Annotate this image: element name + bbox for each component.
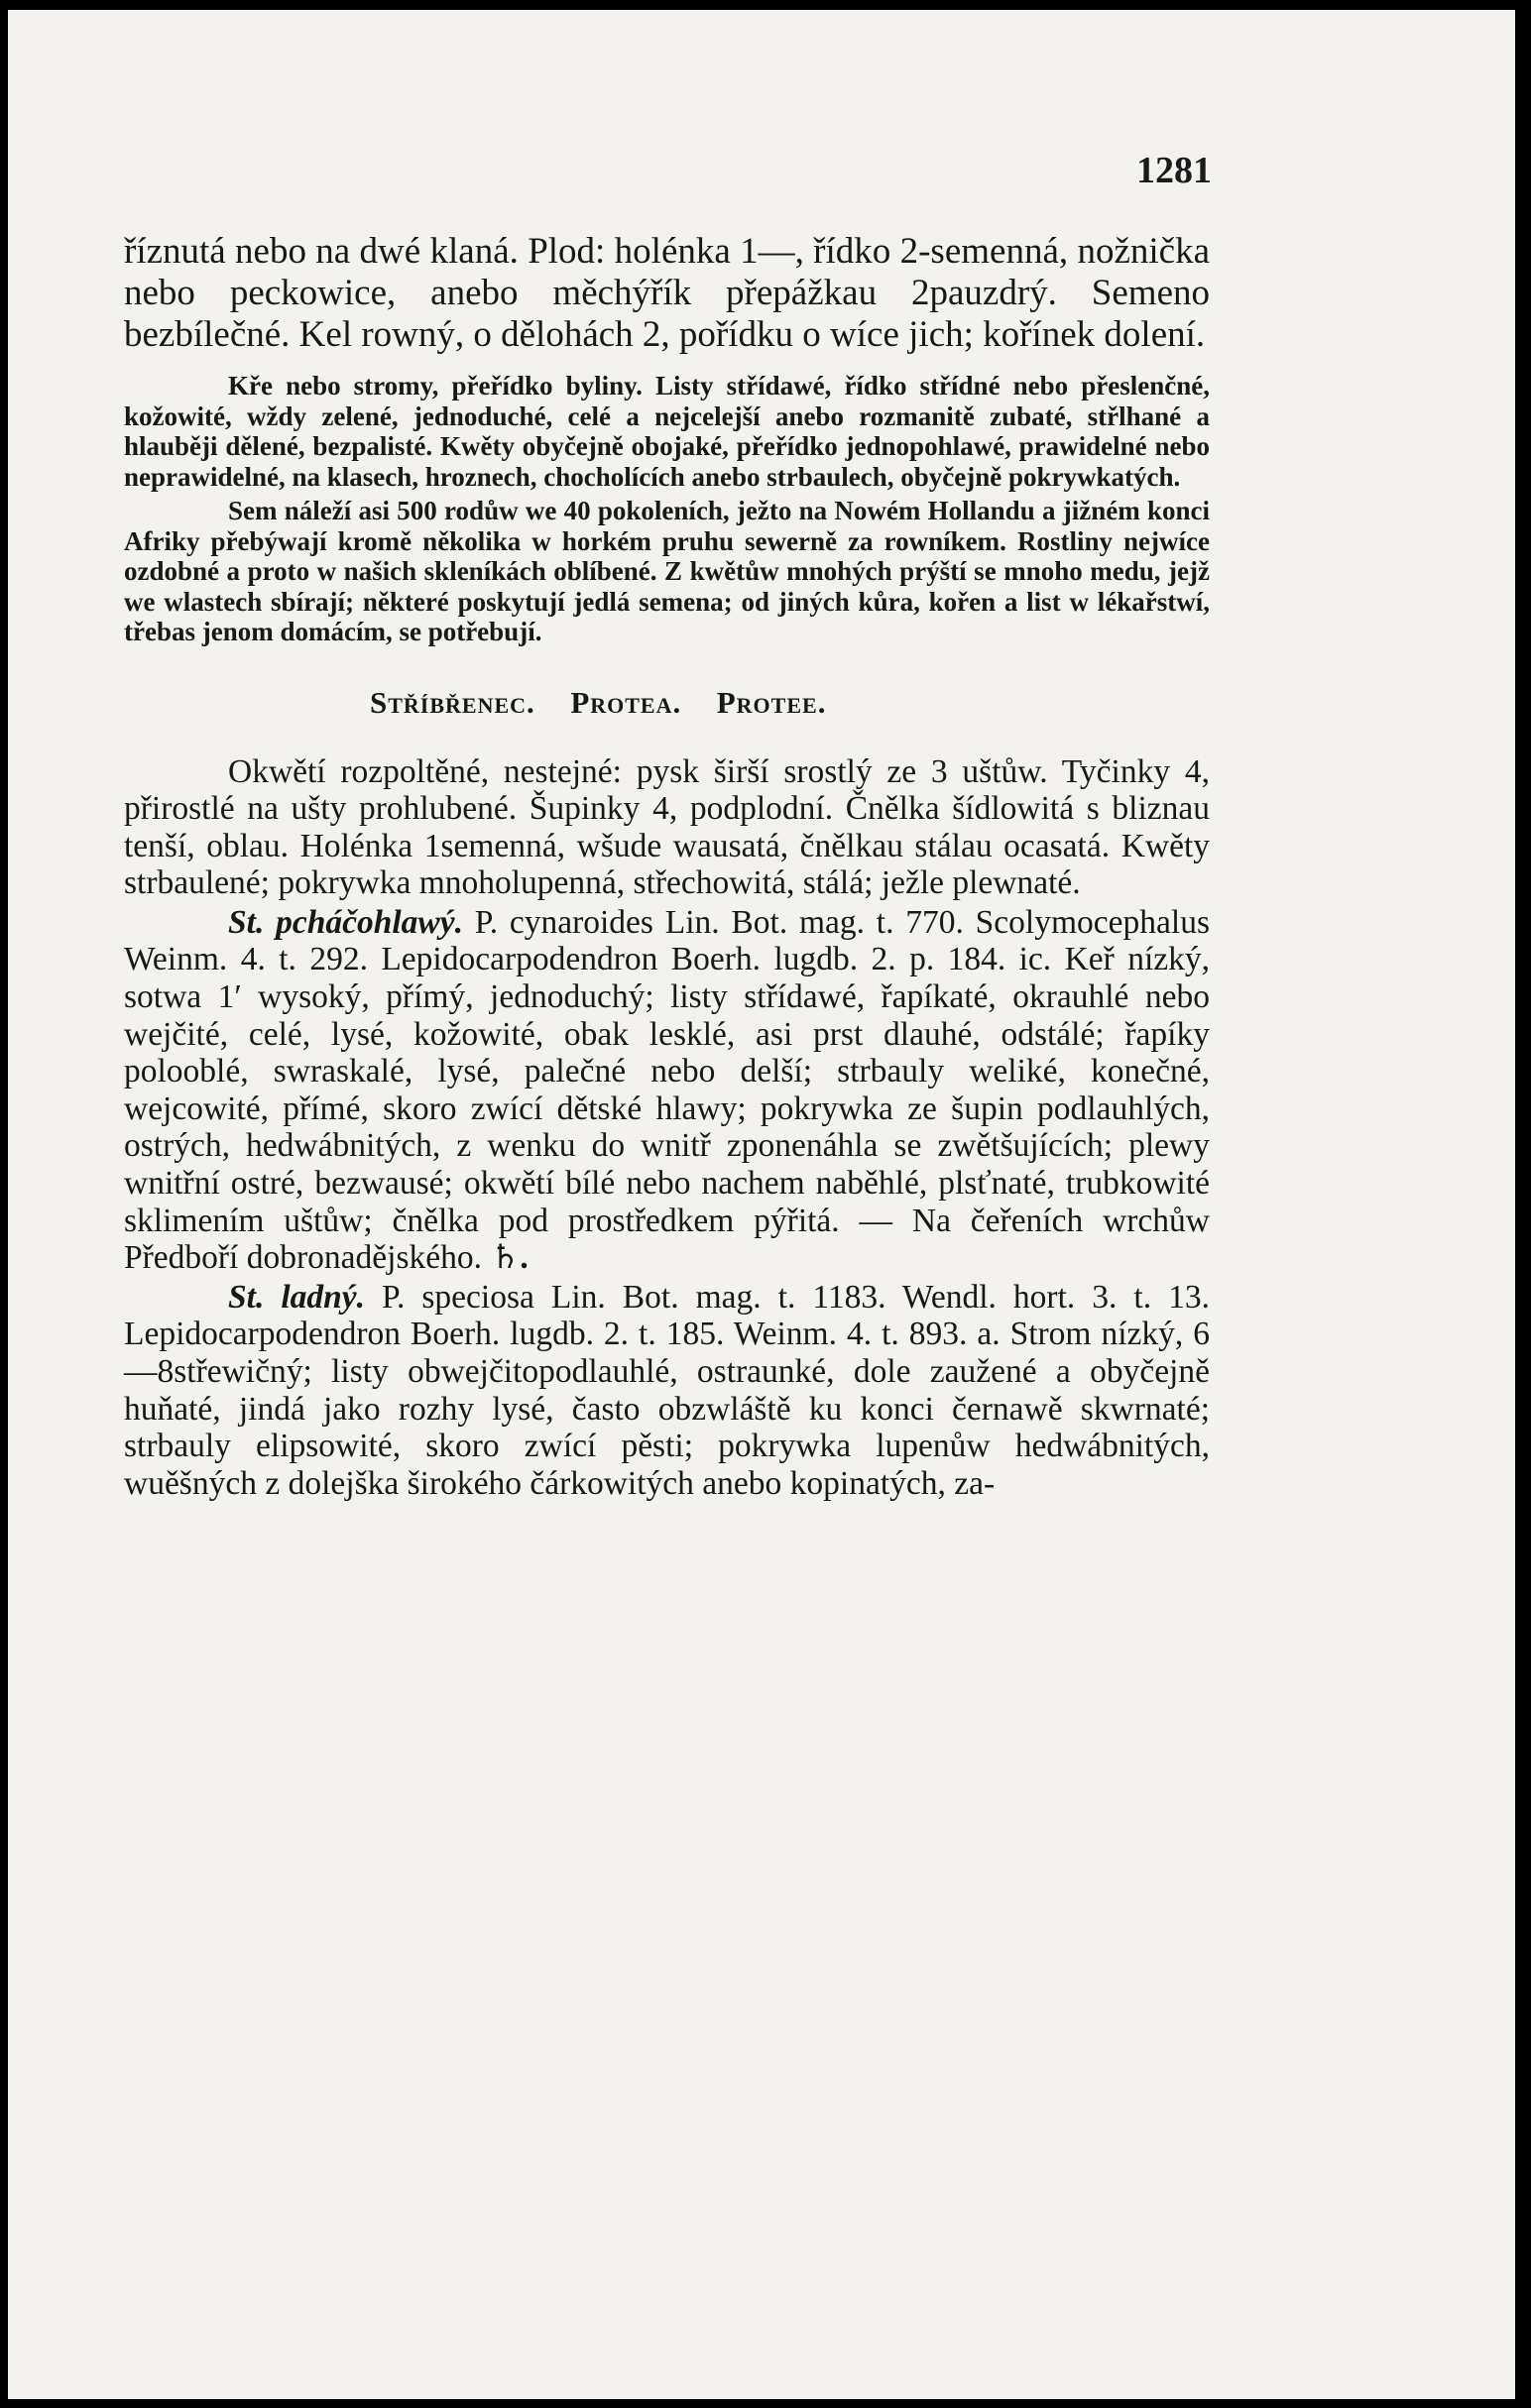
shrub-symbol: ♄.	[490, 1239, 529, 1277]
family-description-paragraph-2: Sem náleží asi 500 rodůw we 40 pokoleních, ježto na Nowém Hollandu a jižném konci Afriky přebýwají kromě několika w horkém pruhu sewerně za rowníkem. Rostliny nejwíce ozdobné a proto w našich skleníkách oblíbené. Z kwětůw mnohých prýští se mnoho medu, jejž we wlastech sbírají; některé poskytují jedlá semena; od jiných kůra, kořen a list w lékařstwí, třebas jenom domácím, se potřebují.	[124, 496, 1210, 646]
genus-heading-czech: Stříbřenec.	[370, 684, 535, 720]
family-description-paragraph-1: Kře nebo stromy, přeřídko byliny. Listy střídawé, řídko střídné nebo přeslenčné, kožowité, wždy zelené, jednoduché, celé a nejcelejší anebo rozmanitě zubaté, střlhané a hlauběji dělené, bezpalisté. Kwěty obyčejně obojaké, přeřídko jednopohlawé, prawidelné nebo neprawidelné, na klasech, hroznech, chocholících anebo strbaulech, obyčejně pokrywkatých.	[124, 371, 1210, 492]
genus-heading-latin: Protea.	[570, 684, 682, 720]
species-name: St. pcháčohlawý.	[228, 903, 463, 941]
page-text	[124, 139, 1210, 1502]
genus-heading	[370, 685, 1210, 721]
species-description: P. cynaroides Lin. Bot. mag. t. 770. Scolymocephalus Weinm. 4. t. 292. Lepidocarpodendron Boerh. lugdb. 2. p. 184. ic. Keř nízký, sotwa 1′ wysoký, přímý, jednoduchý; listy střídawé, řapíkaté, okrauhlé nebo wejčité, celé, lysé, kožowité, obak lesklé, asi prst dlauhé, odstálé; řapíky polooblé, swraskalé, lysé, palečné nebo delší; strbauly weliké, konečné, wejcowité, přímé, skoro zwící dětské hlawy; pokrywka ze šupin podlauhlých, ostrých, hedwábnitých, z wenku do wnitř zponenáhla se zwětšujících; plewy wnitřní ostré, bezwausé; okwětí bílé nebo nachem naběhlé, plsťnaté, trubkowité sklimením uštůw; čnělka pod prostředkem pýřitá. — Na čeřeních wrchůw Předboří dobronadějského.	[124, 903, 1210, 1277]
genus-heading-german: Protee.	[716, 684, 827, 720]
species-name: St. ladný.	[228, 1278, 366, 1316]
genus-description-paragraph: Okwětí rozpoltěné, nestejné: pysk širší srostlý ze 3 uštůw. Tyčinky 4, přirostlé na ušty prohlubené. Šupinky 4, podplodní. Čnělka šídlowitá s bliznau tenší, oblau. Holénka 1semenná, wšude wausatá, čnělkau stálau ocasatá. Kwěty strbaulené; pokrywka mnoholupenná, střechowitá, stálá; ježle plewnaté.	[124, 752, 1210, 902]
species-entry	[124, 904, 1210, 1277]
page-number: 1281	[1136, 150, 1212, 191]
species-entry	[124, 1279, 1210, 1503]
book-page	[8, 10, 1515, 2399]
genus-end-paragraph: říznutá nebo na dwé klaná. Plod: holénka 1—, řídko 2-semenná, nožnička nebo peckowice, anebo měchýřík přepážkau 2pauzdrý. Semeno bezbílečné. Kel rowný, o dělohách 2, pořídku o wíce jich; kořínek dolení.	[124, 231, 1210, 355]
species-description: P. speciosa Lin. Bot. mag. t. 1183. Wendl. hort. 3. t. 13. Lepidocarpodendron Boerh. lugdb. 2. t. 185. Weinm. 4. t. 893. a. Strom nízký, 6—8střewičný; listy obwejčitopodlauhlé, ostraunké, dole zaužené a obyčejně huňaté, jindá jako rozhy lysé, často obzwláště ku konci černawě skwrnaté; strbauly elipsowité, skoro zwící pěsti; pokrywka lupenůw hedwábnitých, wuěšných z dolejška širokého čárkowitých anebo kopinatých, za-	[124, 1278, 1210, 1502]
